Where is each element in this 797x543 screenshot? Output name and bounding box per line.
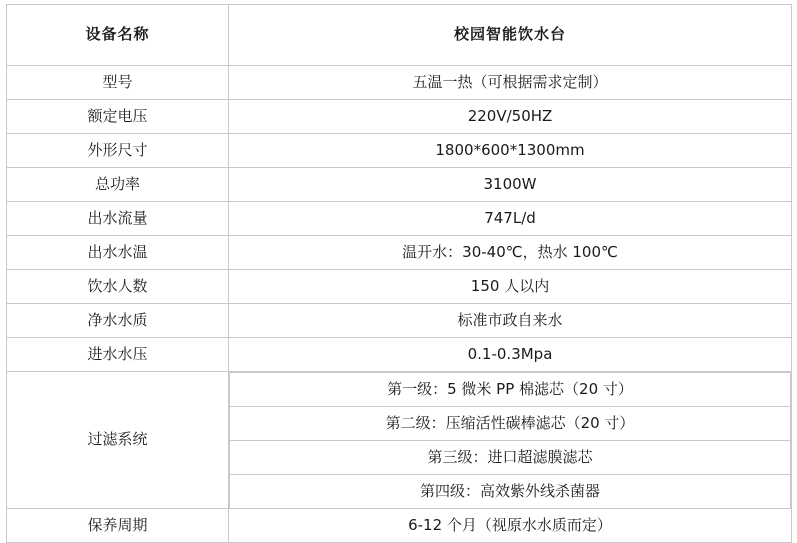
row-value: 3100W xyxy=(229,168,792,202)
table-row xyxy=(7,100,792,134)
row-label: 饮水人数 xyxy=(7,270,229,304)
specification-table xyxy=(6,4,792,543)
table-row xyxy=(7,66,792,100)
row-label: 出水水温 xyxy=(7,236,229,270)
filter-stage-text: 第一级：5 微米 PP 棉滤芯（20 寸） xyxy=(230,373,791,407)
row-label: 型号 xyxy=(7,66,229,100)
filter-stage-text: 第二级：压缩活性碳棒滤芯（20 寸） xyxy=(230,407,791,441)
filter-stage-text: 第四级：高效紫外线杀菌器 xyxy=(230,475,791,509)
row-label: 外形尺寸 xyxy=(7,134,229,168)
row-value: 6-12 个月（视原水水质而定） xyxy=(229,509,792,543)
row-value: 标准市政自来水 xyxy=(229,304,792,338)
table-row xyxy=(7,338,792,372)
table-row xyxy=(7,236,792,270)
row-value: 150 人以内 xyxy=(229,270,792,304)
row-label: 出水流量 xyxy=(7,202,229,236)
row-label: 额定电压 xyxy=(7,100,229,134)
filter-stage-text: 第三级：进口超滤膜滤芯 xyxy=(230,441,791,475)
filter-stage-row xyxy=(230,373,791,407)
filter-system-label: 过滤系统 xyxy=(7,372,229,509)
row-value: 1800*600*1300mm xyxy=(229,134,792,168)
table-row xyxy=(7,304,792,338)
row-label: 保养周期 xyxy=(7,509,229,543)
filter-stage-row xyxy=(230,407,791,441)
row-value: 温开水：30-40℃，热水 100℃ xyxy=(229,236,792,270)
filter-stage-row xyxy=(230,441,791,475)
header-label-cell: 设备名称 xyxy=(7,5,229,66)
row-label: 进水水压 xyxy=(7,338,229,372)
table-row xyxy=(7,134,792,168)
table-row xyxy=(7,168,792,202)
row-value: 0.1-0.3Mpa xyxy=(229,338,792,372)
row-label: 净水水质 xyxy=(7,304,229,338)
row-value: 五温一热（可根据需求定制） xyxy=(229,66,792,100)
filter-system-stages xyxy=(229,372,792,509)
table-row xyxy=(7,202,792,236)
header-value-cell: 校园智能饮水台 xyxy=(229,5,792,66)
filter-stage-table xyxy=(229,372,791,508)
table-row xyxy=(7,270,792,304)
row-label: 总功率 xyxy=(7,168,229,202)
filter-stage-row xyxy=(230,475,791,509)
table-header-row xyxy=(7,5,792,66)
row-value: 747L/d xyxy=(229,202,792,236)
filter-system-row xyxy=(7,372,792,509)
row-value: 220V/50HZ xyxy=(229,100,792,134)
table-row xyxy=(7,509,792,543)
